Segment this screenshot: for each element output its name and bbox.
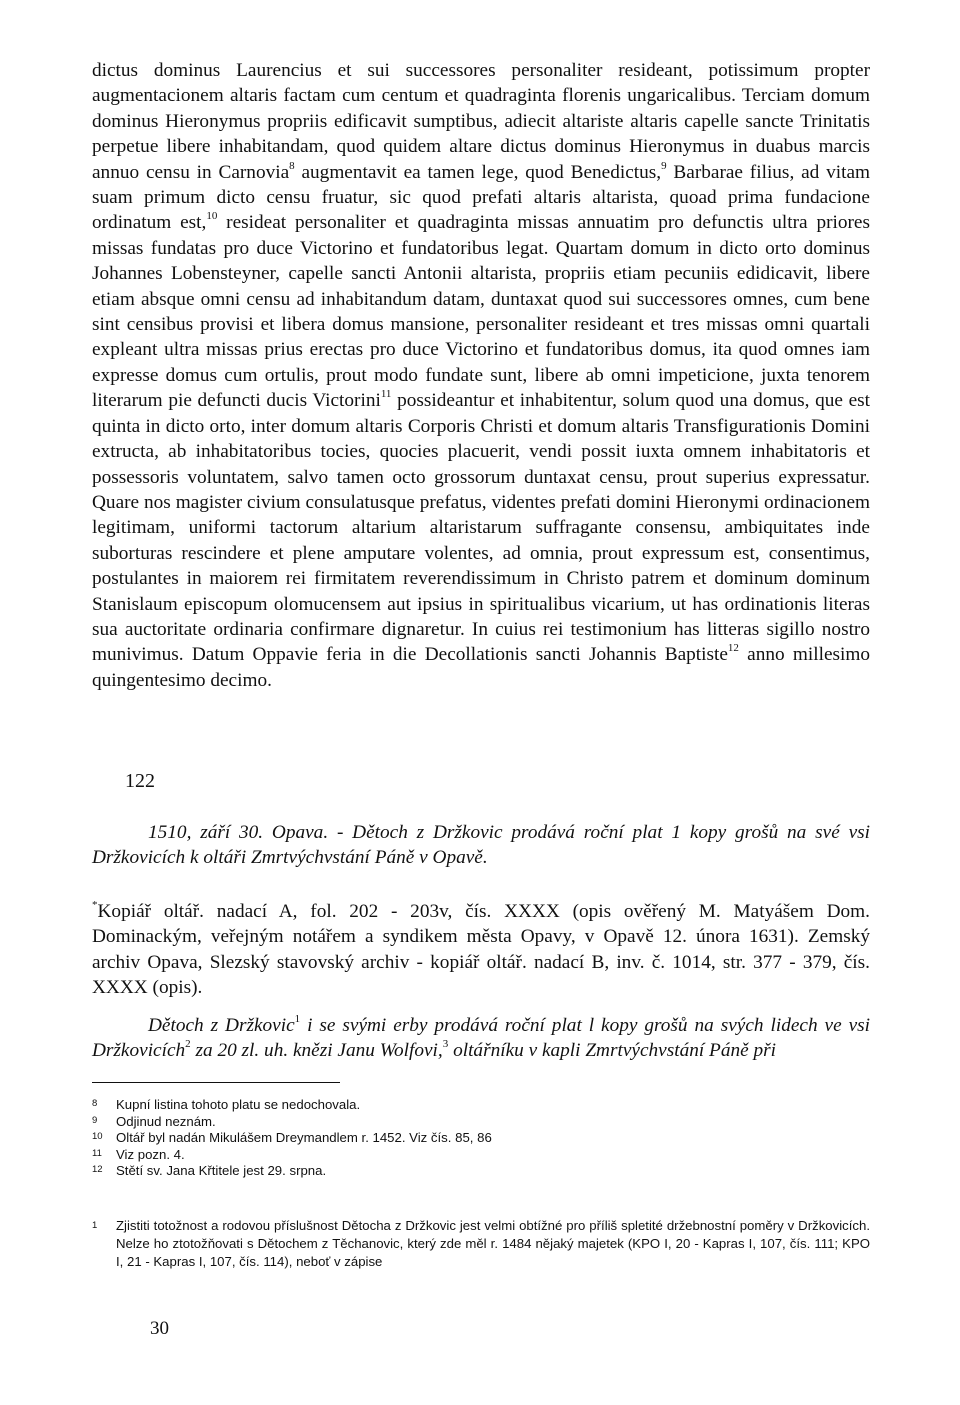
footnote-text: Odjinud neznám. xyxy=(116,1113,216,1129)
footnote-number: 1 xyxy=(92,1220,98,1231)
footnote-ref: 1 xyxy=(294,1013,301,1025)
sources-text: Kopiář oltář. nadací A, fol. 202 - 203v, čís. XXXX (opis ověřený M. Matyášem Dom. Dominackým, veřejným notářem a syndikem města Opavy, v Opavě 12. února 1631). Zemský archiv Opava, Slezský stavovský archiv - kopiář oltář. nadací B, inv. č. 1014, str. 377 - 379, čís. XXXX (opis). xyxy=(92,901,870,999)
text-run: dictus dominus Laurencius et sui successores personaliter resideant, potissimum propter augmentacionem altaris factam cum centum et quadraginta florenis ungaricalibus. Terciam domum dominus Hieronymus propriis edificavit sumptibus, adiecit altariste altaris capelle sancte Trinitatis perpetue libere inhabitandam, quod quidem altare dictus dominus Hieronymus in duabus marcis annuo censu in Carnovia xyxy=(92,60,870,183)
footnote-ref: 3 xyxy=(442,1038,449,1051)
footnote xyxy=(92,1163,882,1180)
footnote-number: 11 xyxy=(92,1147,102,1159)
text-run: Barbarae filius, ad vitam suam primum dicto censu fruatur, sic quod prefati altaris altarista, quoad prima fundacione ordinatum est, xyxy=(92,161,871,234)
footnote-long xyxy=(92,1217,870,1271)
source-notes xyxy=(92,893,870,1001)
footnote-list xyxy=(92,1097,882,1180)
text-run: za 20 zl. uh. knězi Janu Wolfovi, xyxy=(190,1040,443,1062)
text-run: augmentavit ea tamen lege, quod Benedictus, xyxy=(294,161,662,183)
document-number: 122 xyxy=(125,770,155,792)
footnote xyxy=(92,1147,882,1164)
footnote-number: 8 xyxy=(92,1098,98,1109)
footnote-ref: 2 xyxy=(185,1038,191,1051)
page-body xyxy=(92,58,870,693)
footnote-ref: 11 xyxy=(380,388,392,401)
text-run: resideat personaliter et quadraginta missas annuatim pro defunctis ultra priores missas fundatas pro duce Victorino et fundatoribus legat. Quartam domum in dicto orto dominus Johannes Lobensteyner, capelle sancti Antonii altarista, propriis etiam pecuniis edidicavit, libere etiam absque omni censu ad inhabitandum datam, duntaxat quod sui successores omnes, cum bene sint censibus provisi et libera domus mansione, personaliter resideant et tres missas omni quartali expleant ultra missas prius erectas pro duce Victorino et fundatoribus domus, ita quod omnes iam expresse domus cum ortulis, prout modo fundate sunt, libere ab omni impeticione, juxta tenorem literarum pie defuncti ducis Victorini xyxy=(92,212,870,412)
main-text xyxy=(92,58,870,693)
footnote xyxy=(92,1130,882,1147)
footnote-divider xyxy=(92,1082,340,1083)
footnote-number: 9 xyxy=(92,1114,98,1126)
footnote-text: Viz pozn. 4. xyxy=(116,1146,185,1162)
footnote-ref: 8 xyxy=(289,159,295,172)
regest: 1510, září 30. Opava. - Dětoch z Držkovic prodává roční plat 1 kopy grošů na své vsi Držkovicích k oltáři Zmrtvýchvstání Páně v Opavě. xyxy=(92,822,870,869)
text-run: oltářníku v kapli Zmrtvýchvstání Páně při xyxy=(448,1040,776,1062)
footnote xyxy=(92,1114,882,1131)
footnote-ref: 9 xyxy=(661,159,667,172)
text-run: i se svými erby prodává roční plat l kopy grošů na svých lidech ve vsi Držkovicích xyxy=(92,1015,870,1062)
text-run: possideantur et inhabitentur, solum quod una domus, que est quinta in dicto orto, inter domum altaris Corporis Christi et domum altaris Transfigurationis Domini extructa, ab inhabitatoribus tocies, quocies placuerit, vendi possit iuxta omnem inhabitatoris et possessoris voluntatem, salvo tamen octo grossorum duntaxat censu, prout superius expressatur. Quare nos magister civium consulatusque prefatus, videntes prefati domini Hieronymi ordinacionem legitimam, uniformi tactorum altarium altaristarum suffragante consensu, ambiquitates inde suborturas rescindere et plene amputare volentes, ad omnia, prout expressum est, consentimus, postulantes in maiorem rei firmitatem reverendissimum in Christo patrem et dominum dominum Stanislaum episcopum olomucensem aut ipsius in spiritualibus vicarium, ut has ordinationis literas sua auctoritate ordinaria confirmare dignaretur. In cuius rei testimonium has litteras sigillo nostro munivimus. Datum Oppavie feria in die Decollationis sancti Johannis Baptiste xyxy=(92,390,870,666)
document-intro xyxy=(92,1013,870,1064)
footnote-text: Kupní listina tohoto platu se nedochovala. xyxy=(116,1097,361,1112)
footnote-ref: 12 xyxy=(727,642,739,655)
footnote-ref: 10 xyxy=(206,210,218,223)
footnote-text: Zjistiti totožnost a rodovou příslušnost Dětocha z Držkovic jest velmi obtížné pro příliš spletité držebnostní poměry v Držkovicích. Nelze ho ztotožňovati s Dětochem z Těchanovic, který zde měl r. 1484 nějaký majetek (KPO I, 20 - Kapras I, 107, čís. 111; KPO I, 21 - Kapras I, 107, čís. 114), neboť v zápise xyxy=(116,1218,870,1269)
footnote-number: 12 xyxy=(92,1164,103,1176)
footnote-text: Oltář byl nadán Mikulášem Dreymandlem r. 1452. Viz čís. 85, 86 xyxy=(116,1130,492,1146)
asterisk-mark: * xyxy=(92,899,98,911)
footnote-text: Stětí sv. Jana Křtitele jest 29. srpna. xyxy=(116,1163,327,1179)
text-run: Dětoch z Držkovic xyxy=(148,1015,295,1036)
text-run: anno millesimo quingentesimo decimo. xyxy=(92,644,870,691)
footnote-number: 10 xyxy=(92,1131,103,1143)
page-number: 30 xyxy=(150,1318,169,1339)
footnote xyxy=(92,1097,882,1114)
